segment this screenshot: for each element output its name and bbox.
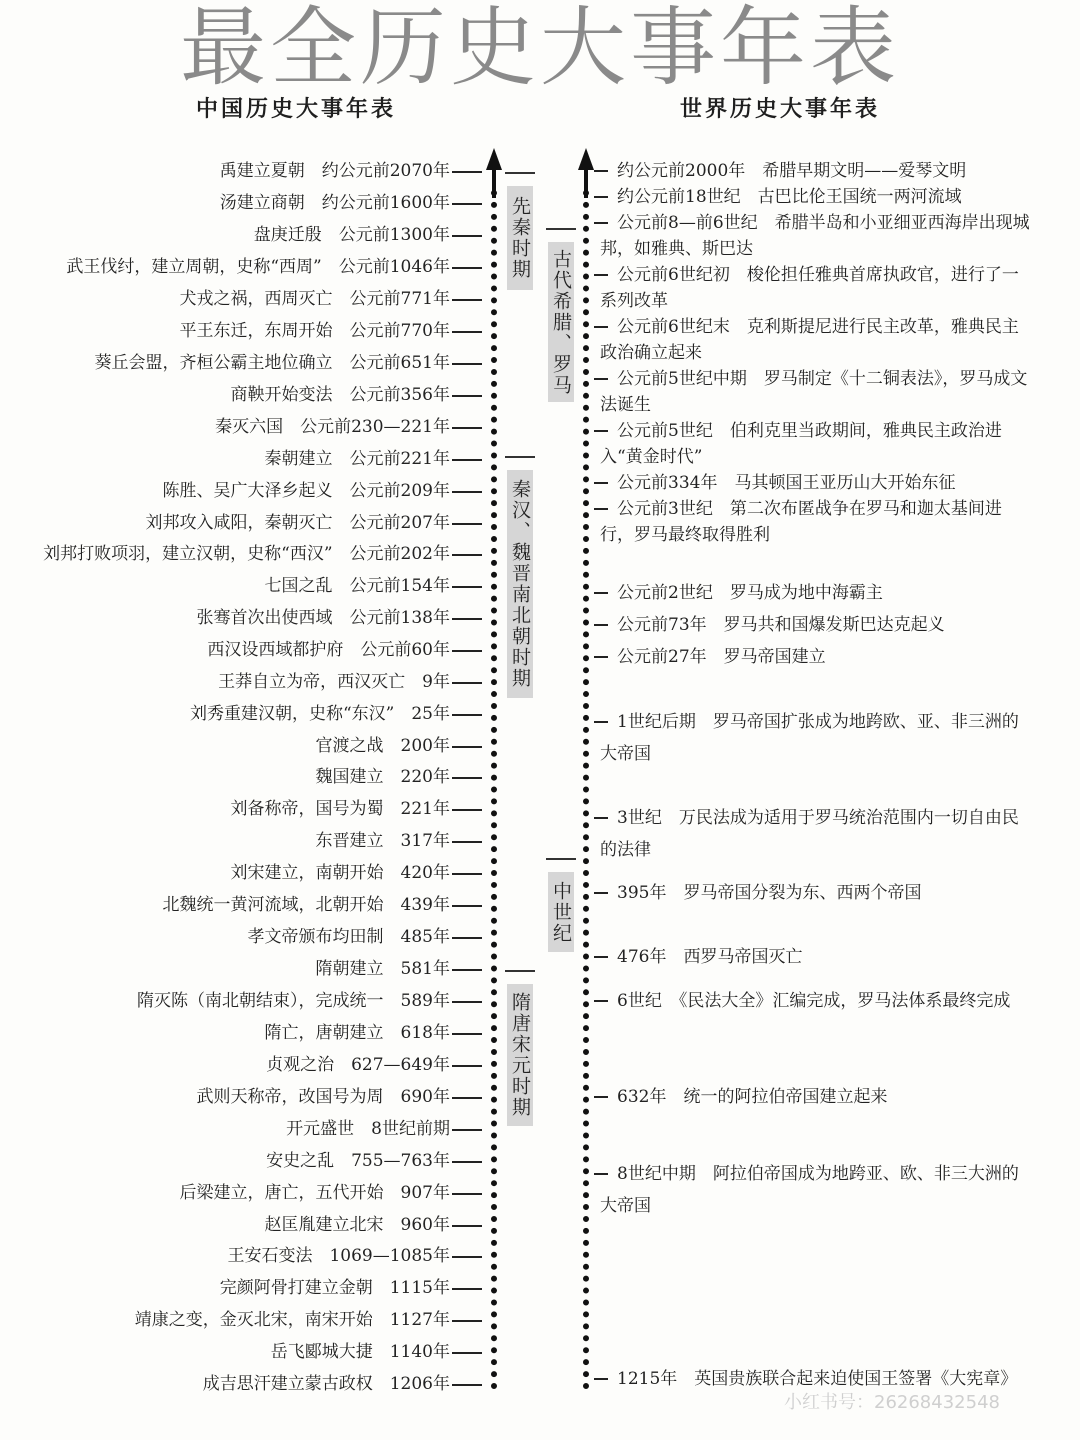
world-event: 公元前6世纪初 梭伦担任雅典首席执政官，进行了一系列改革 [600,262,1030,314]
china-event: 隋亡，唐朝建立 618年 [265,1022,482,1044]
world-event: 1215年 英国贵族联合起来迫使国王签署《大宪章》 [600,1366,1030,1392]
world-event: 632年 统一的阿拉伯帝国建立起来 [600,1084,1030,1110]
china-event: 王莽自立为帝，西汉灭亡 9年 [218,671,482,693]
china-event: 秦灭六国 公元前230—221年 [215,416,482,438]
china-event: 安史之乱 755—763年 [266,1150,482,1172]
world-event: 8世纪中期 阿拉伯帝国成为地跨亚、欧、非三大洲的大帝国 [600,1158,1030,1222]
china-event: 魏国建立 220年 [316,766,482,788]
china-event: 完颜阿骨打建立金朝 1115年 [220,1277,482,1299]
china-event: 陈胜、吴广大泽乡起义 公元前209年 [163,480,482,502]
world-event: 约公元前18世纪 古巴比伦王国统一两河流域 [600,184,1030,210]
world-event: 3世纪 万民法成为适用于罗马统治范围内一切自由民的法律 [600,802,1030,866]
china-event: 岳飞郾城大捷 1140年 [271,1341,482,1363]
china-event: 开元盛世 8世纪前期 [286,1118,482,1140]
period-divider [505,172,535,174]
world-event: 公元前3世纪 第二次布匿战争在罗马和迦太基间进行，罗马最终取得胜利 [600,496,1030,548]
world-event: 1世纪后期 罗马帝国扩张成为地跨欧、亚、非三洲的大帝国 [600,706,1030,770]
china-event: 成吉思汗建立蒙古政权 1206年 [203,1373,482,1395]
china-event: 刘秀重建汉朝，史称“东汉” 25年 [190,703,482,725]
world-event: 公元前73年 罗马共和国爆发斯巴达克起义 [600,612,1030,638]
china-event: 商鞅开始变法 公元前356年 [231,384,482,406]
china-event: 西汉设西域都护府 公元前60年 [207,639,482,661]
china-event: 靖康之变，金灭北宋，南宋开始 1127年 [135,1309,482,1331]
world-event: 公元前5世纪 伯利克里当政期间，雅典民主政治进入“黄金时代” [600,418,1030,470]
china-event: 刘邦攻入咸阳，秦朝灭亡 公元前207年 [146,512,482,534]
china-event: 张骞首次出使西域 公元前138年 [197,607,482,629]
china-timeline-arrow-icon [486,148,502,170]
china-event: 孝文帝颁布均田制 485年 [248,926,482,948]
china-event: 禹建立夏朝 约公元前2070年 [220,160,482,182]
china-event: 刘备称帝，国号为蜀 221年 [231,798,482,820]
china-event: 北魏统一黄河流域，北朝开始 439年 [163,894,482,916]
china-event: 王安石变法 1069—1085年 [227,1245,482,1267]
period-divider [505,456,535,458]
china-event: 隋灭陈（南北朝结束），完成统一 589年 [137,990,482,1012]
world-period-label: 中世纪 [548,872,574,952]
world-event: 公元前6世纪末 克利斯提尼进行民主改革，雅典民主政治确立起来 [600,314,1030,366]
period-divider [505,970,535,972]
world-event: 476年 西罗马帝国灭亡 [600,944,1030,970]
china-event: 秦朝建立 公元前221年 [265,448,482,470]
world-timeline-spine [583,190,589,1390]
page-title: 最全历史大事年表 [180,0,900,98]
world-event: 6世纪 《民法大全》汇编完成，罗马法体系最终完成 [600,988,1030,1014]
world-event: 公元前334年 马其顿国王亚历山大开始东征 [600,470,1030,496]
world-column-title: 世界历史大事年表 [680,96,881,122]
china-column-title: 中国历史大事年表 [196,96,397,122]
world-event: 公元前8—前6世纪 希腊半岛和小亚细亚西海岸出现城邦，如雅典、斯巴达 [600,210,1030,262]
china-period-label: 隋唐宋元时期 [507,984,533,1126]
china-event: 汤建立商朝 约公元前1600年 [220,192,482,214]
china-event: 贞观之治 627—649年 [266,1054,482,1076]
china-event: 东晋建立 317年 [316,830,482,852]
china-timeline-spine [491,190,497,1390]
china-event: 犬戎之祸，西周灭亡 公元前771年 [180,288,482,310]
china-event: 隋朝建立 581年 [316,958,482,980]
world-event: 约公元前2000年 希腊早期文明——爱琴文明 [600,158,1030,184]
china-event: 赵匡胤建立北宋 960年 [265,1214,482,1236]
china-period-label: 秦汉、魏晋南北朝时期 [507,470,533,698]
china-event: 后梁建立，唐亡，五代开始 907年 [180,1182,482,1204]
china-period-label: 先秦时期 [507,186,533,290]
china-event: 官渡之战 200年 [316,735,482,757]
china-event: 刘邦打败项羽，建立汉朝，史称“西汉” 公元前202年 [43,543,482,565]
china-event: 七国之乱 公元前154年 [265,575,482,597]
china-event: 平王东迁，东周开始 公元前770年 [180,320,482,342]
world-event: 395年 罗马帝国分裂为东、西两个帝国 [600,880,1030,906]
china-event: 盘庚迁殷 公元前1300年 [254,224,482,246]
china-event: 葵丘会盟，齐桓公霸主地位确立 公元前651年 [95,352,482,374]
china-event: 武则天称帝，改国号为周 690年 [197,1086,482,1108]
world-period-label: 古代希腊、罗马 [548,242,574,402]
world-event: 公元前2世纪 罗马成为地中海霸主 [600,580,1030,606]
period-divider [546,858,576,860]
world-timeline-arrow-icon [578,148,594,170]
watermark: 小红书号：2626843254​8 [784,1392,1000,1413]
china-event: 武王伐纣，建立周朝，史称“西周” 公元前1046年 [66,256,482,278]
period-divider [546,228,576,230]
china-event: 刘宋建立，南朝开始 420年 [231,862,482,884]
world-event: 公元前27年 罗马帝国建立 [600,644,1030,670]
world-event: 公元前5世纪中期 罗马制定《十二铜表法》，罗马成文法诞生 [600,366,1030,418]
